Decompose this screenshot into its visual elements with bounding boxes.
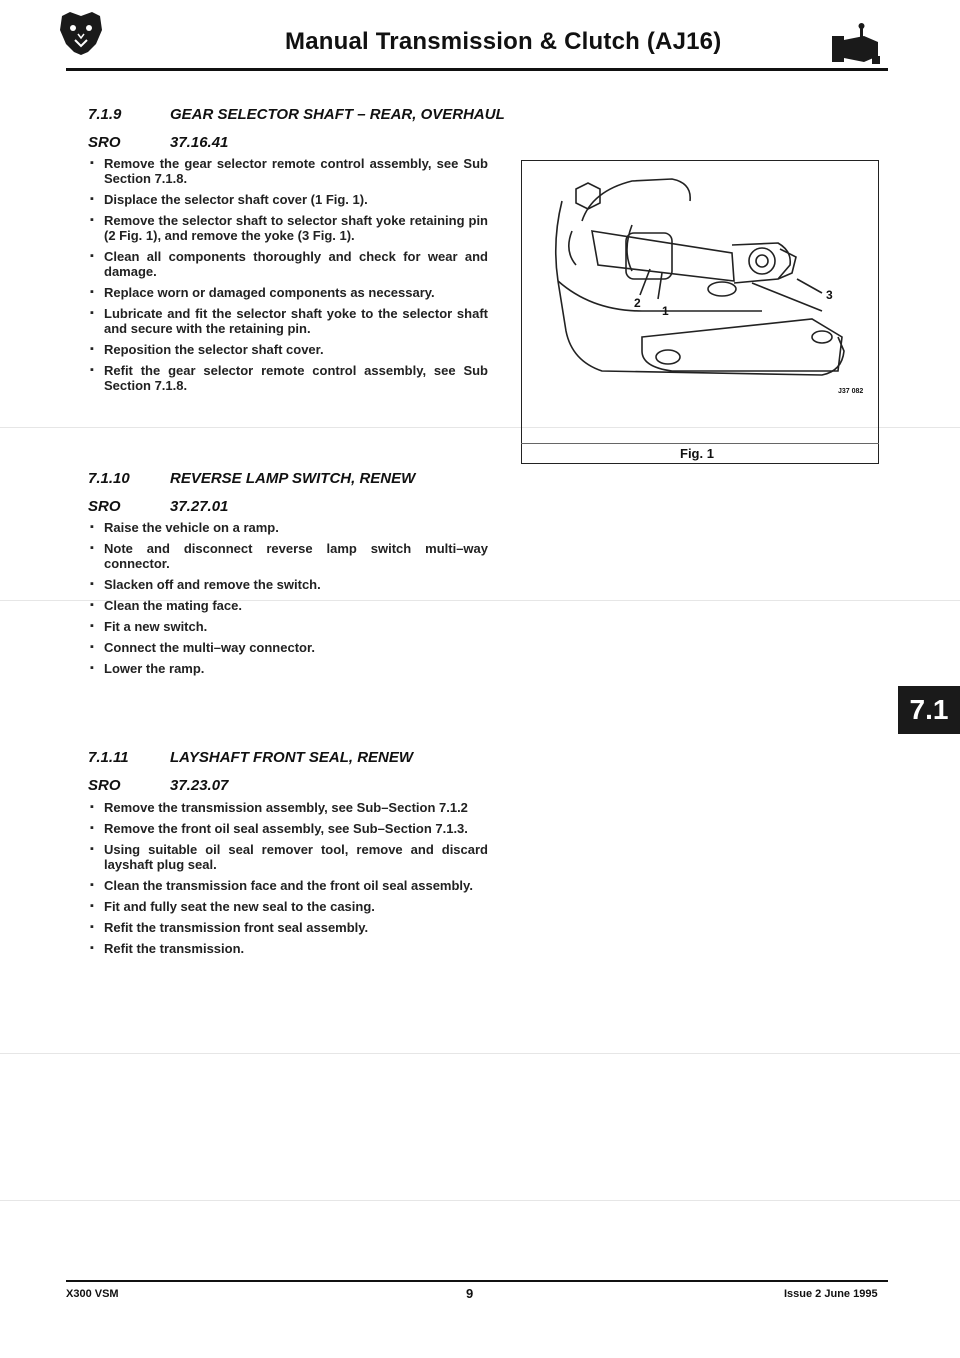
- scan-line: [0, 1200, 960, 1201]
- sro-code: 37.16.41: [170, 134, 229, 151]
- sro-line: [88, 134, 228, 151]
- callout-2: 2: [634, 296, 641, 310]
- sro-code: 37.27.01: [170, 498, 229, 515]
- list-item: ▪ Reposition the selector shaft cover.: [88, 342, 488, 357]
- section-title: GEAR SELECTOR SHAFT – REAR, OVERHAUL: [170, 106, 505, 123]
- list-item: ▪ Using suitable oil seal remover tool, remove and discard layshaft plug seal.: [88, 842, 488, 872]
- section-heading: [88, 470, 415, 487]
- section-number: 7.1.11: [88, 749, 129, 766]
- sro-line: [88, 777, 228, 794]
- list-item: ▪ Lubricate and fit the selector shaft yoke to the selector shaft and secure with the retaining pin.: [88, 306, 488, 336]
- sro-label: SRO: [88, 134, 121, 151]
- step-list: [88, 800, 488, 962]
- step-list: [88, 520, 488, 682]
- list-item: ▪ Connect the multi–way connector.: [88, 640, 488, 655]
- step-list: [88, 156, 488, 399]
- section-number: 7.1.9: [88, 106, 122, 123]
- footer-manual-code: X300 VSM: [66, 1288, 119, 1300]
- list-item: ▪ Slacken off and remove the switch.: [88, 577, 488, 592]
- list-item: ▪ Refit the transmission.: [88, 941, 488, 956]
- sro-line: [88, 498, 228, 515]
- section-heading: [88, 106, 505, 123]
- section-tab: 7.1: [898, 686, 960, 734]
- page-number: 9: [466, 1286, 474, 1301]
- list-item: ▪ Refit the gear selector remote control assembly, see Sub Section 7.1.8.: [88, 363, 488, 393]
- list-item: ▪ Remove the gear selector remote control assembly, see Sub Section 7.1.8.: [88, 156, 488, 186]
- list-item: ▪ Note and disconnect reverse lamp switch multi–way connector.: [88, 541, 488, 571]
- list-item: ▪ Remove the selector shaft to selector shaft yoke retaining pin (2 Fig. 1), and remove the yoke (3 Fig. 1).: [88, 213, 488, 243]
- jaguar-head-icon: [56, 8, 106, 63]
- list-item: ▪ Raise the vehicle on a ramp.: [88, 520, 488, 535]
- section-title: REVERSE LAMP SWITCH, RENEW: [170, 470, 416, 487]
- list-item: ▪ Remove the transmission assembly, see Sub–Section 7.1.2: [88, 800, 488, 815]
- list-item: ▪ Lower the ramp.: [88, 661, 488, 676]
- figure-reference: J37 082: [838, 388, 864, 395]
- list-item: ▪ Fit and fully seat the new seal to the casing.: [88, 899, 488, 914]
- figure-caption: Fig. 1: [680, 446, 714, 461]
- callout-1: 1: [662, 304, 669, 318]
- section-number: 7.1.10: [88, 470, 130, 487]
- list-item: ▪ Fit a new switch.: [88, 619, 488, 634]
- section-title: LAYSHAFT FRONT SEAL, RENEW: [170, 749, 414, 766]
- list-item: ▪ Clean the mating face.: [88, 598, 488, 613]
- callout-3: 3: [826, 288, 833, 302]
- header-rule: [66, 68, 888, 71]
- footer-issue-date: Issue 2 June 1995: [784, 1288, 878, 1300]
- figure-1: [521, 160, 879, 464]
- list-item: ▪ Replace worn or damaged components as necessary.: [88, 285, 488, 300]
- list-item: ▪ Clean all components thoroughly and check for wear and damage.: [88, 249, 488, 279]
- sro-code: 37.23.07: [170, 777, 229, 794]
- list-item: ▪ Remove the front oil seal assembly, see Sub–Section 7.1.3.: [88, 821, 488, 836]
- section-heading: [88, 749, 413, 766]
- page-title: Manual Transmission & Clutch (AJ16): [285, 28, 722, 55]
- selector-shaft-illustration: [522, 161, 877, 443]
- list-item: ▪ Clean the transmission face and the front oil seal assembly.: [88, 878, 488, 893]
- figure-divider: [521, 443, 879, 444]
- sro-label: SRO: [88, 777, 121, 794]
- scan-line: [0, 1053, 960, 1054]
- transmission-icon: [830, 22, 882, 71]
- footer-rule: [66, 1280, 888, 1282]
- list-item: ▪ Displace the selector shaft cover (1 Fig. 1).: [88, 192, 488, 207]
- sro-label: SRO: [88, 498, 121, 515]
- list-item: ▪ Refit the transmission front seal assembly.: [88, 920, 488, 935]
